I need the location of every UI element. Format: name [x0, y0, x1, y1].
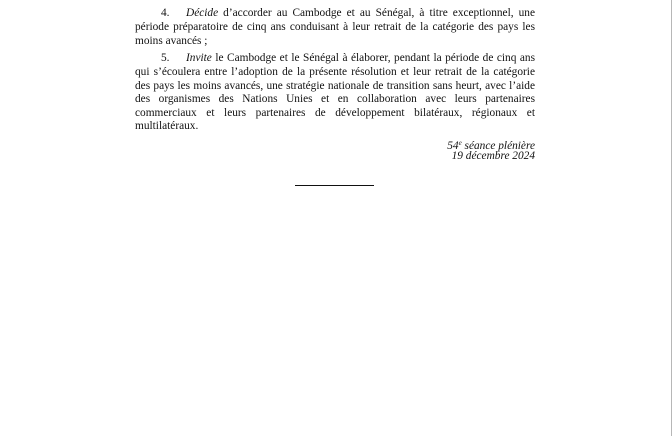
closing-rule: [295, 185, 374, 186]
meeting-date: 19 décembre 2024: [451, 150, 535, 162]
paragraph-4-text: d’accorder au Cambodge et au Sénégal, à titre exceptionnel, une période préparatoire de cinq ans conduisant à leur retrait de la catégorie des pays les moins avancés ;: [135, 7, 535, 47]
session-text: séance plénière: [464, 140, 535, 152]
paragraph-5: [135, 52, 535, 134]
paragraph-4-lead: Décide: [186, 7, 219, 20]
paragraph-5-text: le Cambodge et le Sénégal à élaborer, pendant la période de cinq ans qui s’écoulera entre l’adoption de la présente résolution et leur retrait de la catégorie des pays les moins avancés, une stratégie nationale de transition sans heurt, avec l’aide des organismes des Nations Unies et en collaboration avec leurs partenaires commerciaux et leurs partenaires de développement bilatéraux, régionaux et multilatéraux.: [135, 52, 536, 133]
session-superscript: e: [458, 139, 462, 147]
session-number: 54: [447, 140, 459, 152]
paragraph-5-lead: Invite: [186, 52, 212, 65]
paragraph-5-number: 5.: [161, 52, 170, 65]
paragraph-4-number: 4.: [161, 7, 170, 20]
paragraph-4: [135, 7, 535, 48]
